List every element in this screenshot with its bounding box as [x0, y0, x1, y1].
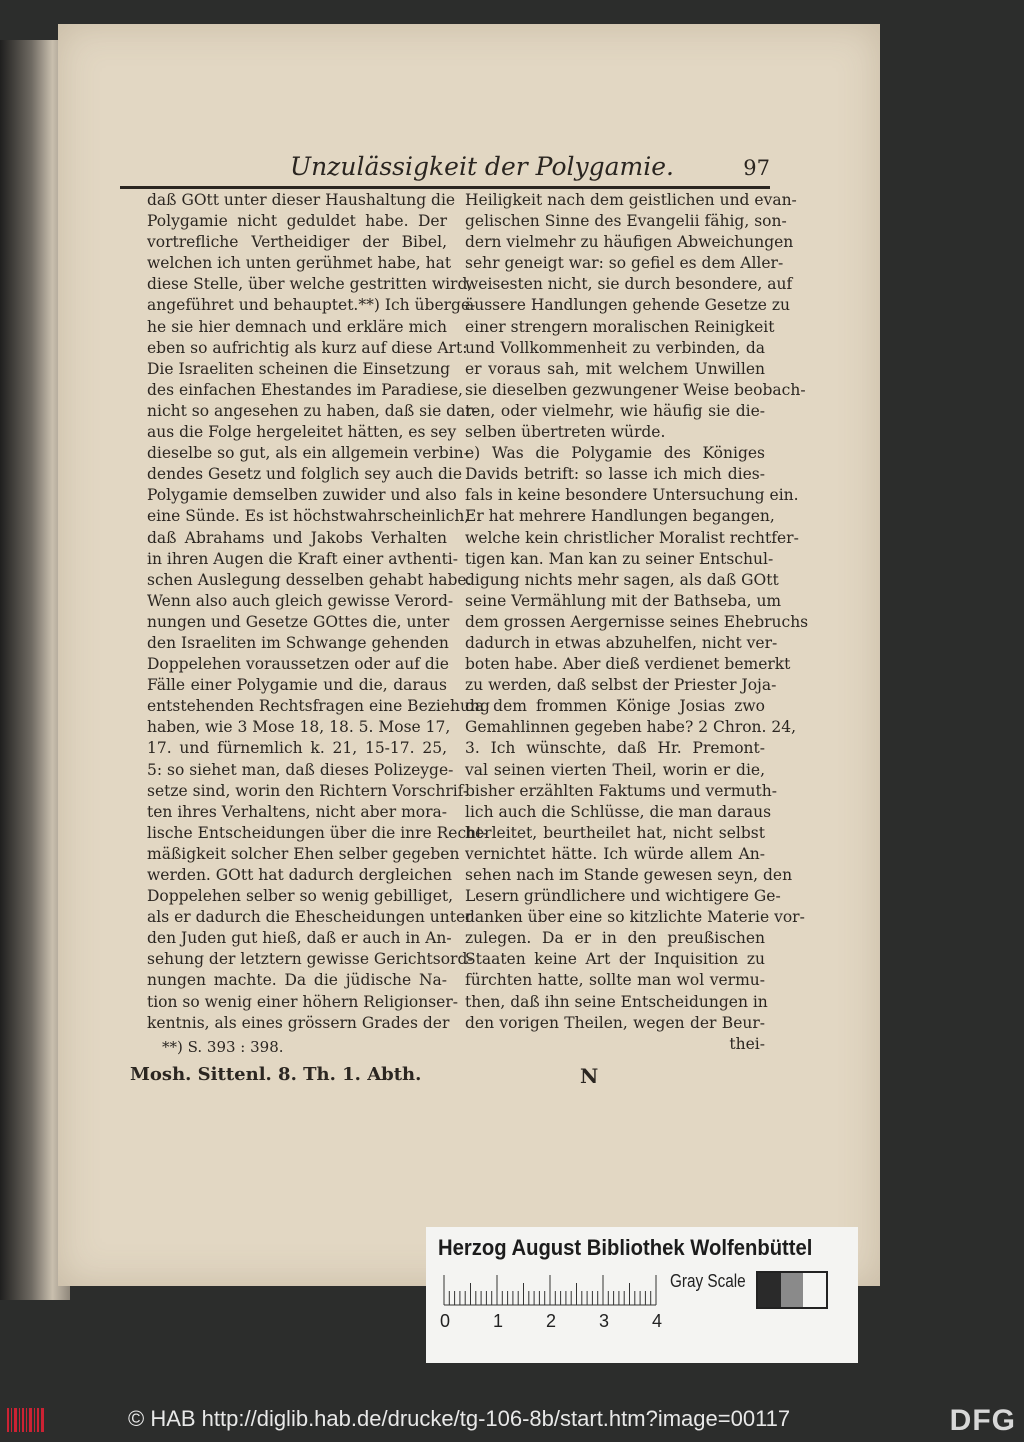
- text-line: kentnis, als eines grössern Grades der: [147, 1013, 450, 1032]
- text-column-left: [147, 190, 490, 1034]
- text-line: nicht so angesehen zu haben, daß sie dar-: [147, 401, 478, 420]
- text-line: diese Stelle, über welche gestritten wird,: [147, 275, 473, 294]
- text-line: boten habe. Aber dieß verdienet bemerkt: [465, 655, 791, 674]
- text-line: tion so wenig einer höhern Religionser-: [147, 992, 459, 1011]
- text-line: vernichtet hätte. Ich würde allem An-: [465, 844, 765, 863]
- text-line: dieselbe so gut, als ein allgemein verbin-: [147, 444, 469, 463]
- ruler-label: 3: [599, 1311, 610, 1331]
- text-line: nungen machte. Da die jüdische Na-: [147, 971, 447, 990]
- text-line: Er hat mehrere Handlungen begangen,: [465, 507, 775, 526]
- text-line: nungen und Gesetze GOttes die, unter: [147, 612, 450, 631]
- text-line: eben so aufrichtig als kurz auf diese Art:: [147, 338, 468, 357]
- text-line: schen Auslegung desselben gehabt habe.: [147, 570, 472, 589]
- text-line: zulegen. Da er in den preußischen: [465, 929, 765, 948]
- text-line: werden. GOtt hat dadurch dergleichen: [147, 866, 453, 884]
- text-line: des einfachen Ehestandes im Paradiese,: [147, 380, 463, 399]
- text-line: Die Israeliten scheinen die Einsetzung: [147, 359, 451, 378]
- text-line: den Juden gut hieß, daß er auch in An-: [147, 929, 452, 948]
- text-line: in ihren Augen die Kraft einer avthenti-: [147, 549, 458, 568]
- ruler-scale-icon: [440, 1271, 660, 1307]
- text-line: zu werden, daß selbst der Priester Joja-: [465, 676, 777, 695]
- text-line: dem grossen Aergernisse seines Ehebruchs: [465, 612, 809, 631]
- text-line: fals in keine besondere Untersuchung ein.: [465, 486, 799, 505]
- text-line: haben, wie 3 Mose 18, 18. 5. Mose 17,: [147, 718, 451, 737]
- barcode-icon: [6, 1406, 46, 1434]
- footnote: **) S. 393 : 398.: [162, 1038, 284, 1056]
- gray-swatch: [758, 1273, 781, 1307]
- gray-swatch: [803, 1273, 826, 1307]
- text-line: den Israeliten im Schwange gehenden: [147, 633, 449, 652]
- text-line: mäßigkeit solcher Ehen selber gegeben: [147, 844, 460, 863]
- text-line: daß Abrahams und Jakobs Verhalten: [147, 528, 447, 547]
- library-name: Herzog August Bibliothek Wolfenbüttel: [438, 1235, 813, 1260]
- text-line: seine Vermählung mit der Bathseba, um: [465, 591, 782, 610]
- text-line: dadurch in etwas abzuhelfen, nicht ver-: [465, 633, 778, 652]
- text-line: Lesern gründlichere und wichtigere Ge-: [465, 887, 781, 906]
- text-line: aus die Folge hergeleitet hätten, es sey: [147, 423, 457, 442]
- text-line: dendes Gesetz und folglich sey auch die: [147, 465, 463, 484]
- text-line: danken über eine so kitzlichte Materie vor-: [465, 908, 805, 927]
- ruler-label: 1: [493, 1311, 504, 1331]
- text-line: den vorigen Theilen, wegen der Beur-: [465, 1013, 765, 1032]
- text-line: daß GOtt unter dieser Haushaltung die: [147, 191, 456, 209]
- text-line: Staaten keine Art der Inquisition zu: [465, 950, 765, 969]
- page-header: [120, 152, 770, 188]
- text-line: val seinen vierten Theil, worin er die,: [465, 760, 765, 779]
- text-line: he sie hier demnach und erkläre mich: [147, 317, 447, 336]
- text-line: e) Was die Polygamie des Königes: [465, 444, 765, 463]
- page-number: 97: [743, 156, 770, 180]
- text-line: herleitet, beurtheilet hat, nicht selbst: [465, 823, 765, 842]
- text-line: und Vollkommenheit zu verbinden, da: [465, 338, 765, 357]
- text-line: lich auch die Schlüsse, die man daraus: [465, 802, 772, 821]
- text-line: Polygamie nicht geduldet habe. Der: [147, 212, 447, 231]
- running-title: Unzulässigkeit der Polygamie.: [290, 152, 674, 181]
- text-line: da dem frommen Könige Josias zwo: [465, 697, 765, 716]
- footer-bar: [0, 1398, 1024, 1442]
- grayscale-label: Gray Scale: [670, 1271, 746, 1291]
- text-line: einer strengern moralischen Reinigkeit: [465, 317, 775, 336]
- dfg-logo: DFG: [949, 1404, 1016, 1437]
- grayscale-swatches: [756, 1271, 828, 1309]
- ruler-label: 0: [440, 1311, 451, 1331]
- text-line: thei-: [729, 1034, 765, 1053]
- text-line: Heiligkeit nach dem geistlichen und evan-: [465, 191, 797, 209]
- text-line: gelischen Sinne des Evangelii fähig, son-: [465, 212, 787, 231]
- text-line: welchen ich unten gerühmet habe, hat: [147, 254, 452, 273]
- text-line: fürchten hatte, sollte man wol vermu-: [465, 971, 765, 990]
- text-line: angeführet und behauptet.**) Ich überge-: [147, 296, 476, 315]
- text-line: selben übertreten würde.: [465, 423, 666, 442]
- text-line: Fälle einer Polygamie und die, daraus: [147, 676, 447, 695]
- ruler-label: 2: [546, 1311, 557, 1331]
- text-line: 17. und fürnemlich k. 21, 15-17. 25,: [147, 739, 447, 758]
- text-line: vortrefliche Vertheidiger der Bibel,: [147, 233, 447, 252]
- text-line: sehung der letztern gewisse Gerichtsord-: [147, 950, 473, 969]
- copyright-url[interactable]: © HAB http://diglib.hab.de/drucke/tg-106-8b/start.htm?image=00117: [128, 1406, 791, 1431]
- text-line: tigen kan. Man kan zu seiner Entschul-: [465, 549, 774, 568]
- printer-signature: Mosh. Sittenl. 8. Th. 1. Abth.: [130, 1064, 422, 1085]
- text-line: bisher erzählten Faktums und vermuth-: [465, 781, 777, 800]
- text-line: sehen nach im Stande gewesen seyn, den: [465, 866, 793, 884]
- text-line: setze sind, worin den Richtern Vorschrif-: [147, 781, 469, 800]
- gray-swatch: [781, 1273, 804, 1307]
- text-line: ten, oder vielmehr, wie häufig sie die-: [465, 401, 765, 420]
- text-line: Doppelehen voraussetzen oder auf die: [147, 655, 449, 674]
- text-line: als er dadurch die Ehescheidungen unter: [147, 908, 473, 927]
- text-line: lische Entscheidungen über die inre Recht-: [147, 823, 488, 842]
- text-line: Gemahlinnen gegeben habe? 2 Chron. 24,: [465, 718, 797, 737]
- text-line: entstehenden Rechtsfragen eine Beziehung: [147, 697, 490, 716]
- ruler-labels: [432, 1311, 672, 1335]
- text-line: 3. Ich wünschte, daß Hr. Premont-: [465, 739, 765, 758]
- color-reference-card: [426, 1227, 858, 1363]
- text-column-right: [465, 190, 809, 1055]
- ruler-label: 4: [652, 1311, 663, 1331]
- text-line: Polygamie demselben zuwider und also: [147, 486, 457, 505]
- text-line: er voraus sah, mit welchem Unwillen: [465, 359, 765, 378]
- text-line: weisesten nicht, sie durch besondere, auf: [465, 275, 793, 294]
- text-line: dern vielmehr zu häufigen Abweichungen: [465, 233, 794, 252]
- text-line: welche kein christlicher Moralist rechtfer-: [465, 528, 799, 547]
- text-line: digung nichts mehr sagen, als daß GOtt: [465, 570, 779, 589]
- text-line: Wenn also auch gleich gewisse Verord-: [147, 591, 454, 610]
- text-line: sehr geneigt war: so gefiel es dem Aller-: [465, 254, 784, 273]
- text-line: 5: so siehet man, daß dieses Polizeyge-: [147, 760, 454, 779]
- text-line: then, daß ihn seine Entscheidungen in: [465, 992, 768, 1011]
- text-line: Doppelehen selber so wenig gebilliget,: [147, 887, 454, 906]
- text-line: Davids betrift: so lasse ich mich dies-: [465, 465, 765, 484]
- text-line: ten ihres Verhaltens, nicht aber mora-: [147, 802, 447, 821]
- signature-mark: N: [580, 1064, 599, 1088]
- text-line: äussere Handlungen gehende Gesetze zu: [465, 296, 790, 315]
- text-line: sie dieselben gezwungener Weise beobach-: [465, 380, 806, 399]
- header-rule: [120, 186, 770, 189]
- text-line: eine Sünde. Es ist höchstwahrscheinlich,: [147, 507, 470, 526]
